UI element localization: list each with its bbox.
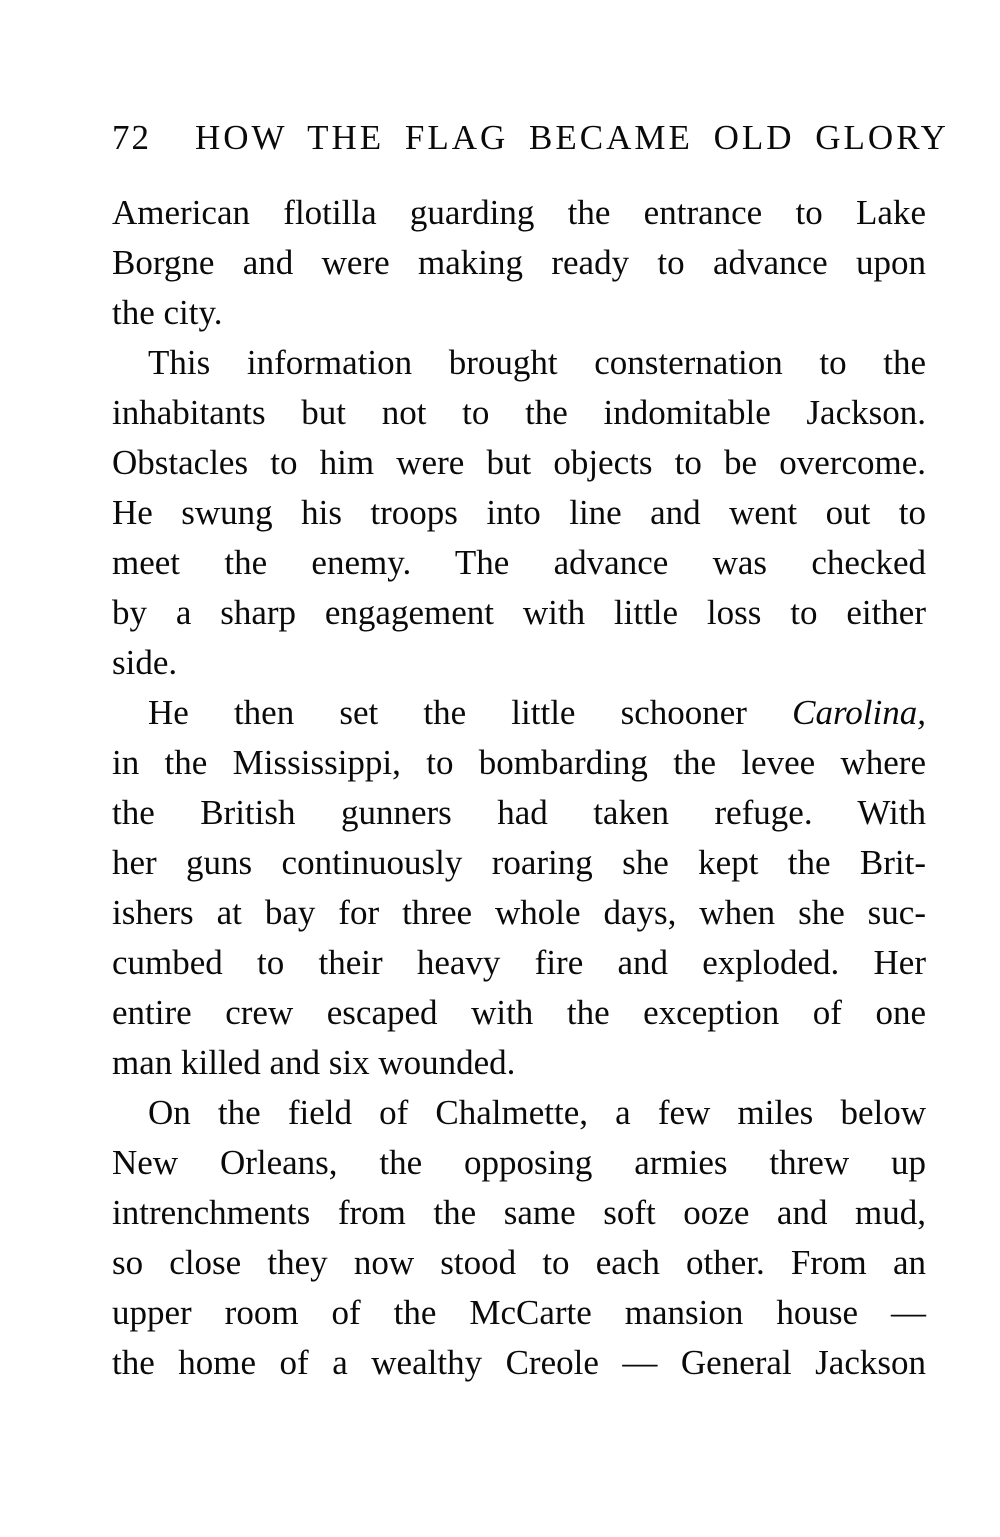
text-segment: entire crew escaped with the exception of one xyxy=(112,993,926,1032)
text-segment: He swung his troops into line and went out to xyxy=(112,493,926,532)
text-segment: so close they now stood to each other. From an xyxy=(112,1243,926,1282)
text-line xyxy=(112,338,926,388)
text-line xyxy=(112,388,926,438)
text-line xyxy=(112,1338,926,1388)
text-line xyxy=(112,238,926,288)
text-segment: by a sharp engagement with little loss to either xyxy=(112,593,926,632)
text-line xyxy=(112,1238,926,1288)
paragraph xyxy=(112,688,926,1088)
text-segment: He then set the little schooner xyxy=(148,693,793,732)
text-line xyxy=(112,638,926,688)
text-line xyxy=(112,538,926,588)
text-segment: On the field of Chalmette, a few miles below xyxy=(148,1093,926,1132)
text-segment: the British gunners had taken refuge. With xyxy=(112,793,926,832)
text-segment: American flotilla guarding the entrance to Lake xyxy=(112,193,926,232)
text-segment: in the Mississippi, to bombarding the levee where xyxy=(112,743,926,782)
page-body xyxy=(112,188,926,1388)
text-line xyxy=(112,888,926,938)
running-head-title: HOW THE FLAG BECAME OLD GLORY xyxy=(195,118,949,157)
text-segment: Borgne and were making ready to advance upon xyxy=(112,243,926,282)
text-line xyxy=(112,988,926,1038)
paragraph xyxy=(112,338,926,688)
text-line xyxy=(112,1288,926,1338)
text-segment: Obstacles to him were but objects to be overcome. xyxy=(112,443,926,482)
text-line xyxy=(112,838,926,888)
page-number: 72 xyxy=(112,118,151,157)
text-segment: This information brought consternation to the xyxy=(148,343,926,382)
text-line xyxy=(112,788,926,838)
text-line xyxy=(112,588,926,638)
running-head xyxy=(112,116,949,160)
text-line xyxy=(112,1188,926,1238)
text-line xyxy=(112,1088,926,1138)
text-line xyxy=(112,188,926,238)
text-segment: inhabitants but not to the indomitable Jackson. xyxy=(112,393,926,432)
text-segment: side. xyxy=(112,643,178,682)
text-segment: meet the enemy. The advance was checked xyxy=(112,543,926,582)
paragraph xyxy=(112,188,926,338)
page-content xyxy=(112,116,949,1388)
text-segment: upper room of the McCarte mansion house — xyxy=(112,1293,926,1332)
text-segment: New Orleans, the opposing armies threw up xyxy=(112,1143,926,1182)
paragraph xyxy=(112,1088,926,1388)
text-segment: the home of a wealthy Creole — General Jackson xyxy=(112,1343,926,1382)
ship-name-italic: Carolina, xyxy=(792,693,926,732)
text-segment: ishers at bay for three whole days, when she suc- xyxy=(112,893,926,932)
text-line xyxy=(112,288,926,338)
text-line xyxy=(112,688,926,738)
text-segment: intrenchments from the same soft ooze and mud, xyxy=(112,1193,926,1232)
text-segment: her guns continuously roaring she kept the Brit- xyxy=(112,843,926,882)
text-segment: the city. xyxy=(112,293,223,332)
text-line xyxy=(112,738,926,788)
text-line xyxy=(112,488,926,538)
text-line xyxy=(112,1038,926,1088)
text-segment: man killed and six wounded. xyxy=(112,1043,516,1082)
text-line xyxy=(112,1138,926,1188)
text-segment: cumbed to their heavy fire and exploded. Her xyxy=(112,943,926,982)
text-line xyxy=(112,438,926,488)
text-line xyxy=(112,938,926,988)
